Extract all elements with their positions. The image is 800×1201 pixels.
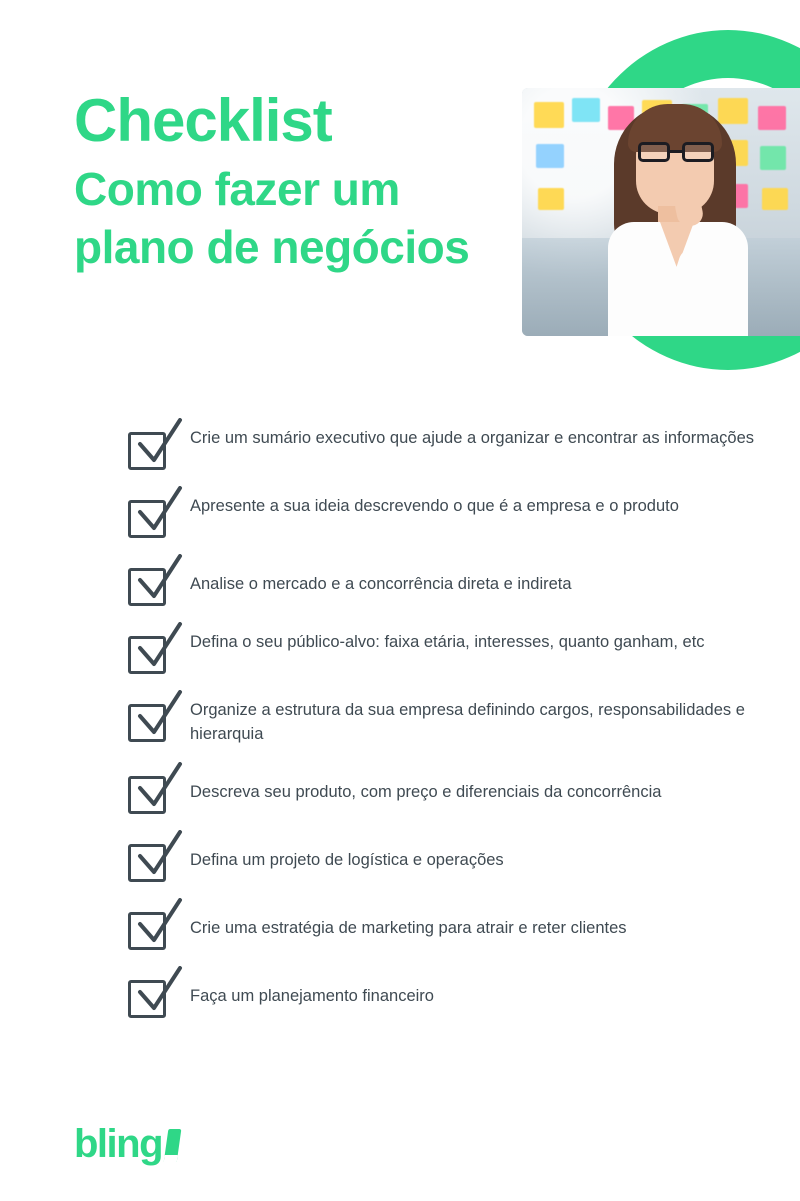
list-item-label: Faça um planejamento financeiro: [190, 987, 434, 1005]
check-mark-icon: [134, 486, 186, 536]
brand-logo: [74, 1122, 179, 1166]
sticky-note: [534, 102, 564, 128]
sticky-note: [538, 188, 564, 210]
checkbox-checked[interactable]: [128, 622, 190, 674]
list-item-label: Crie uma estratégia de marketing para atrair e reter clientes: [190, 919, 627, 937]
list-item: [128, 898, 788, 950]
list-item-label: Descreva seu produto, com preço e diferenciais da concorrência: [190, 783, 662, 801]
list-item-label: Organize a estrutura da sua empresa definindo cargos, responsabilidades e hierarquia: [190, 701, 745, 743]
check-mark-icon: [134, 418, 186, 468]
list-item: [128, 622, 788, 674]
check-mark-icon: [134, 762, 186, 812]
checkbox-checked[interactable]: [128, 690, 190, 742]
check-mark-icon: [134, 830, 186, 880]
check-mark-icon: [134, 622, 186, 672]
list-item: [128, 690, 788, 746]
person-figure: [580, 98, 770, 336]
checkbox-checked[interactable]: [128, 762, 190, 814]
checkbox-checked[interactable]: [128, 486, 190, 538]
checkbox-checked[interactable]: [128, 966, 190, 1018]
list-item-label: Apresente a sua ideia descrevendo o que é a empresa e o produto: [190, 497, 679, 515]
hero-photo: [522, 88, 800, 336]
checklist: [128, 418, 788, 1034]
list-item-label: Defina um projeto de logística e operações: [190, 851, 504, 869]
brand-logo-text: bling: [74, 1122, 163, 1166]
checkbox-checked[interactable]: [128, 418, 190, 470]
check-mark-icon: [134, 554, 186, 604]
list-item: [128, 486, 788, 538]
glasses-icon: [638, 142, 714, 162]
check-mark-icon: [134, 898, 186, 948]
checkbox-checked[interactable]: [128, 898, 190, 950]
list-item: [128, 762, 788, 814]
check-mark-icon: [134, 966, 186, 1016]
list-item: [128, 554, 788, 606]
title-block: [74, 88, 494, 276]
sticky-note: [536, 144, 564, 168]
exclamation-mark-icon: [164, 1129, 182, 1163]
checkbox-checked[interactable]: [128, 554, 190, 606]
page-title: Checklist: [74, 87, 332, 154]
list-item-label: Defina o seu público-alvo: faixa etária, interesses, quanto ganham, etc: [190, 633, 705, 651]
check-mark-icon: [134, 690, 186, 740]
list-item: [128, 418, 788, 470]
page-subtitle: Como fazer um plano de negócios: [74, 163, 470, 273]
list-item: [128, 966, 788, 1018]
hero-section: [0, 0, 800, 400]
checkbox-checked[interactable]: [128, 830, 190, 882]
list-item-label: Crie um sumário executivo que ajude a organizar e encontrar as informações: [190, 429, 755, 447]
list-item-label: Analise o mercado e a concorrência direta e indireta: [190, 575, 572, 593]
list-item: [128, 830, 788, 882]
